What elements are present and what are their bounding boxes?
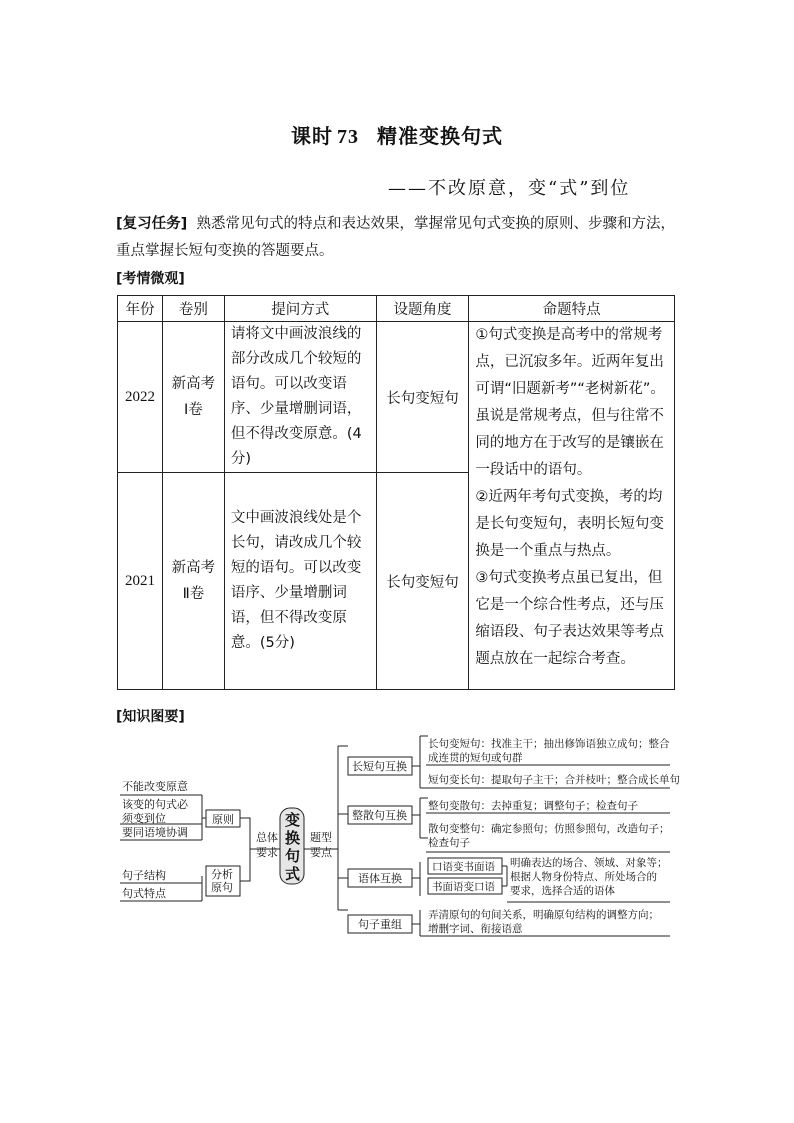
cell-paper: 新高考Ⅱ卷 xyxy=(162,473,224,690)
item-line: 要求，选择合适的语体 xyxy=(510,885,615,897)
center-char: 换 xyxy=(285,829,301,847)
cell-question: 请将文中画波浪线的部分改成几个较短的语句。可以改变语序、少量增删词语，但不得改变原意。(4分) xyxy=(224,322,376,473)
restructure-item xyxy=(428,908,662,935)
group-analysis-line: 分析 xyxy=(211,868,233,881)
center-char: 变 xyxy=(285,811,301,829)
header-paper: 卷别 xyxy=(162,296,224,322)
right-branch-line: 要点 xyxy=(310,846,332,859)
item-line: 检查句子 xyxy=(428,837,470,849)
cell-question: 文中画波浪线处是个长句，请改成几个较短的语句。可以改变语序、少量增删词语，但不得改变原意。(5分) xyxy=(224,473,376,690)
cell-angle: 长句变短句 xyxy=(376,322,469,473)
group-regular-loose: 整散句互换 xyxy=(352,809,407,822)
feature-2: ②近两年考句式变换，考的均是长句变短句，表明长短句变换是一个重点与热点。 xyxy=(475,489,664,559)
item-line: 增删字词、衔接语意 xyxy=(428,923,523,935)
regular-to-loose-item: 整句变散句：去掉重复；调整句子；检查句子 xyxy=(428,800,638,812)
exam-section-label: [考情微观] xyxy=(116,271,185,287)
page-subtitle: ——不改原意，变“式”到位 xyxy=(388,178,631,199)
short-to-long-item: 短句变长句：提取句子主干；合并枝叶；整合成长单句 xyxy=(428,774,680,786)
left-branch-label xyxy=(256,830,282,859)
principle-item: 不能改变原意 xyxy=(122,780,188,793)
analysis-item: 句式特点 xyxy=(122,887,166,900)
item-line: 根据人物身份特点、所处场合的 xyxy=(510,871,657,883)
header-question: 提问方式 xyxy=(224,296,376,322)
review-task xyxy=(116,211,682,265)
knowledge-mindmap xyxy=(110,728,690,953)
item-line: 明确表达的场合、领域、对象等； xyxy=(510,857,668,869)
long-to-short-item xyxy=(428,737,673,764)
cell-features xyxy=(469,322,675,690)
table-row xyxy=(118,322,675,473)
header-features: 命题特点 xyxy=(469,296,675,322)
feature-3: ③句式变换考点虽已复出，但它是一个综合性考点，还与压缩语段、句子表达效果等考点题点放在一起综合考查。 xyxy=(475,570,664,667)
knowledge-section-label: [知识图要] xyxy=(116,709,185,725)
cell-paper: 新高考Ⅰ卷 xyxy=(162,322,224,473)
review-text: 熟悉常见句式的特点和表达效果，掌握常见句式变换的原则、步骤和方法，重点掌握长短句变换的答题要点。 xyxy=(116,216,675,259)
group-long-short: 长短句互换 xyxy=(352,760,407,773)
title-main: 精准变换句式 xyxy=(377,124,503,148)
group-restructure: 句子重组 xyxy=(358,918,402,931)
analysis-item: 句子结构 xyxy=(122,869,166,882)
item-line: 长句变短句：找准主干；抽出修饰语独立成句；整合 xyxy=(428,738,670,750)
group-register: 语体互换 xyxy=(358,872,402,885)
principle-item-line: 须变到位 xyxy=(122,812,166,825)
item-line: 成连贯的短句或句群 xyxy=(428,752,523,764)
review-tag: [复习任务] xyxy=(116,216,188,232)
page-title xyxy=(0,120,794,149)
left-branch-line: 要求 xyxy=(256,846,278,859)
principle-item-line: 该变的句式必 xyxy=(122,798,188,811)
item-line: 弄清原句的句间关系，明确原句结构的调整方向； xyxy=(428,909,659,921)
register-sub-item: 书面语变口语 xyxy=(432,881,495,893)
group-analysis-line: 原句 xyxy=(211,881,233,894)
center-char: 句 xyxy=(285,847,301,865)
group-principle: 原则 xyxy=(212,813,234,826)
cell-year: 2022 xyxy=(118,322,163,473)
title-number: 73 xyxy=(337,126,359,148)
center-char: 式 xyxy=(285,865,301,883)
principle-item: 要同语境协调 xyxy=(122,826,188,839)
title-prefix: 课时 xyxy=(291,124,333,148)
principle-item xyxy=(122,797,192,825)
cell-year: 2021 xyxy=(118,473,163,690)
right-branch-label xyxy=(310,830,336,859)
exam-table xyxy=(117,295,675,690)
header-year: 年份 xyxy=(118,296,163,322)
cell-angle: 长句变短句 xyxy=(376,473,469,690)
register-sub-item: 口语变书面语 xyxy=(432,861,495,873)
left-branch-line: 总体 xyxy=(256,831,278,844)
header-angle: 设题角度 xyxy=(376,296,469,322)
right-branch-line: 题型 xyxy=(310,831,332,844)
loose-to-regular-item xyxy=(428,822,673,849)
table-header-row xyxy=(118,296,675,322)
feature-1: ①句式变换是高考中的常规考点，已沉寂多年。近两年复出可谓“旧题新考”“老树新花”。虽说是常规考点，但与往常不同的地方在于改写的是镶嵌在一段话中的语句。 xyxy=(475,327,665,478)
item-line: 散句变整句：确定参照句；仿照参照句，改造句子； xyxy=(428,823,670,835)
register-item xyxy=(510,856,671,897)
group-analysis xyxy=(211,867,237,894)
